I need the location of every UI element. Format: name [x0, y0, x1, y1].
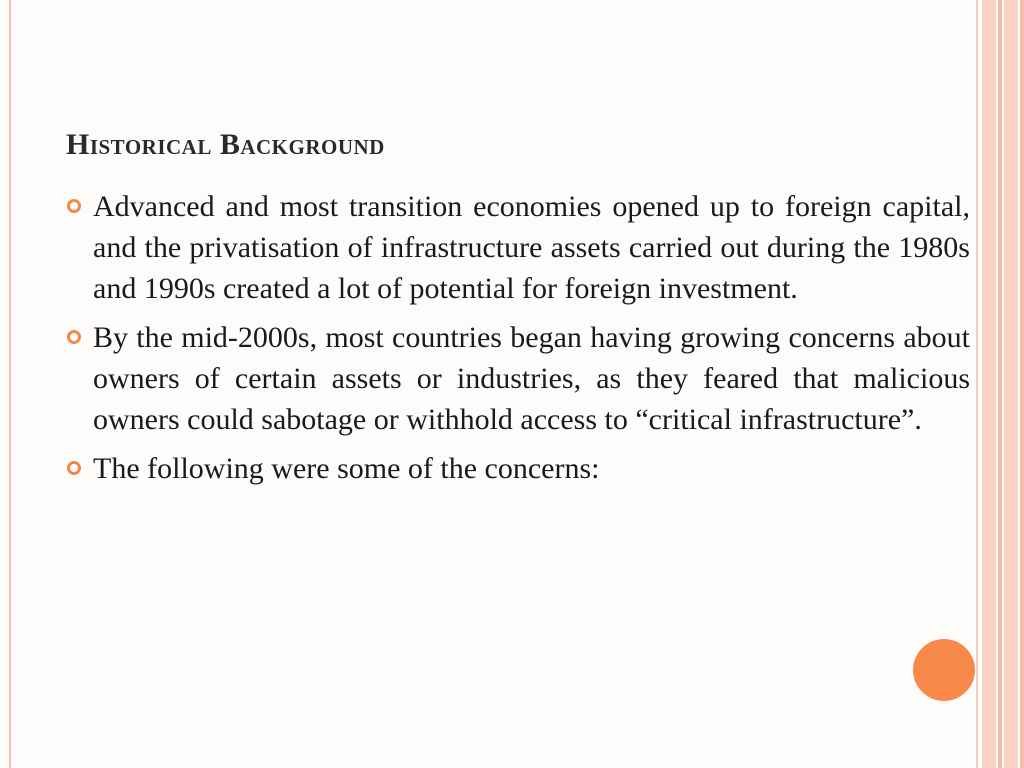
left-border-line [9, 0, 11, 768]
ring-bullet-icon [67, 330, 81, 344]
stripe [1020, 0, 1024, 768]
bullet-text: The following were some of the concerns: [93, 452, 600, 485]
bullet-text: By the mid-2000s, most countries began having growing concerns about owners of certain assets or industries, as they feared that malicious owners could sabotage or withhold access to “critical infrastructure”. [93, 321, 970, 436]
stripe [976, 0, 978, 768]
ring-bullet-icon [67, 199, 81, 213]
bullet-item [60, 186, 970, 309]
orange-circle-decoration [913, 639, 975, 701]
stripe [982, 0, 996, 768]
slide-title: Historical Background [66, 128, 385, 161]
stripe [998, 0, 1002, 768]
bullet-item [60, 448, 970, 489]
right-decorative-stripes [976, 0, 1024, 768]
bullet-item [60, 317, 970, 440]
stripe [1004, 0, 1018, 768]
bullet-text: Advanced and most transition economies opened up to foreign capital, and the privatisation of infrastructure assets carried out during the 1980s and 1990s created a lot of potential for foreign investment. [93, 190, 970, 305]
ring-bullet-icon [67, 461, 81, 475]
bullet-list [60, 186, 970, 497]
